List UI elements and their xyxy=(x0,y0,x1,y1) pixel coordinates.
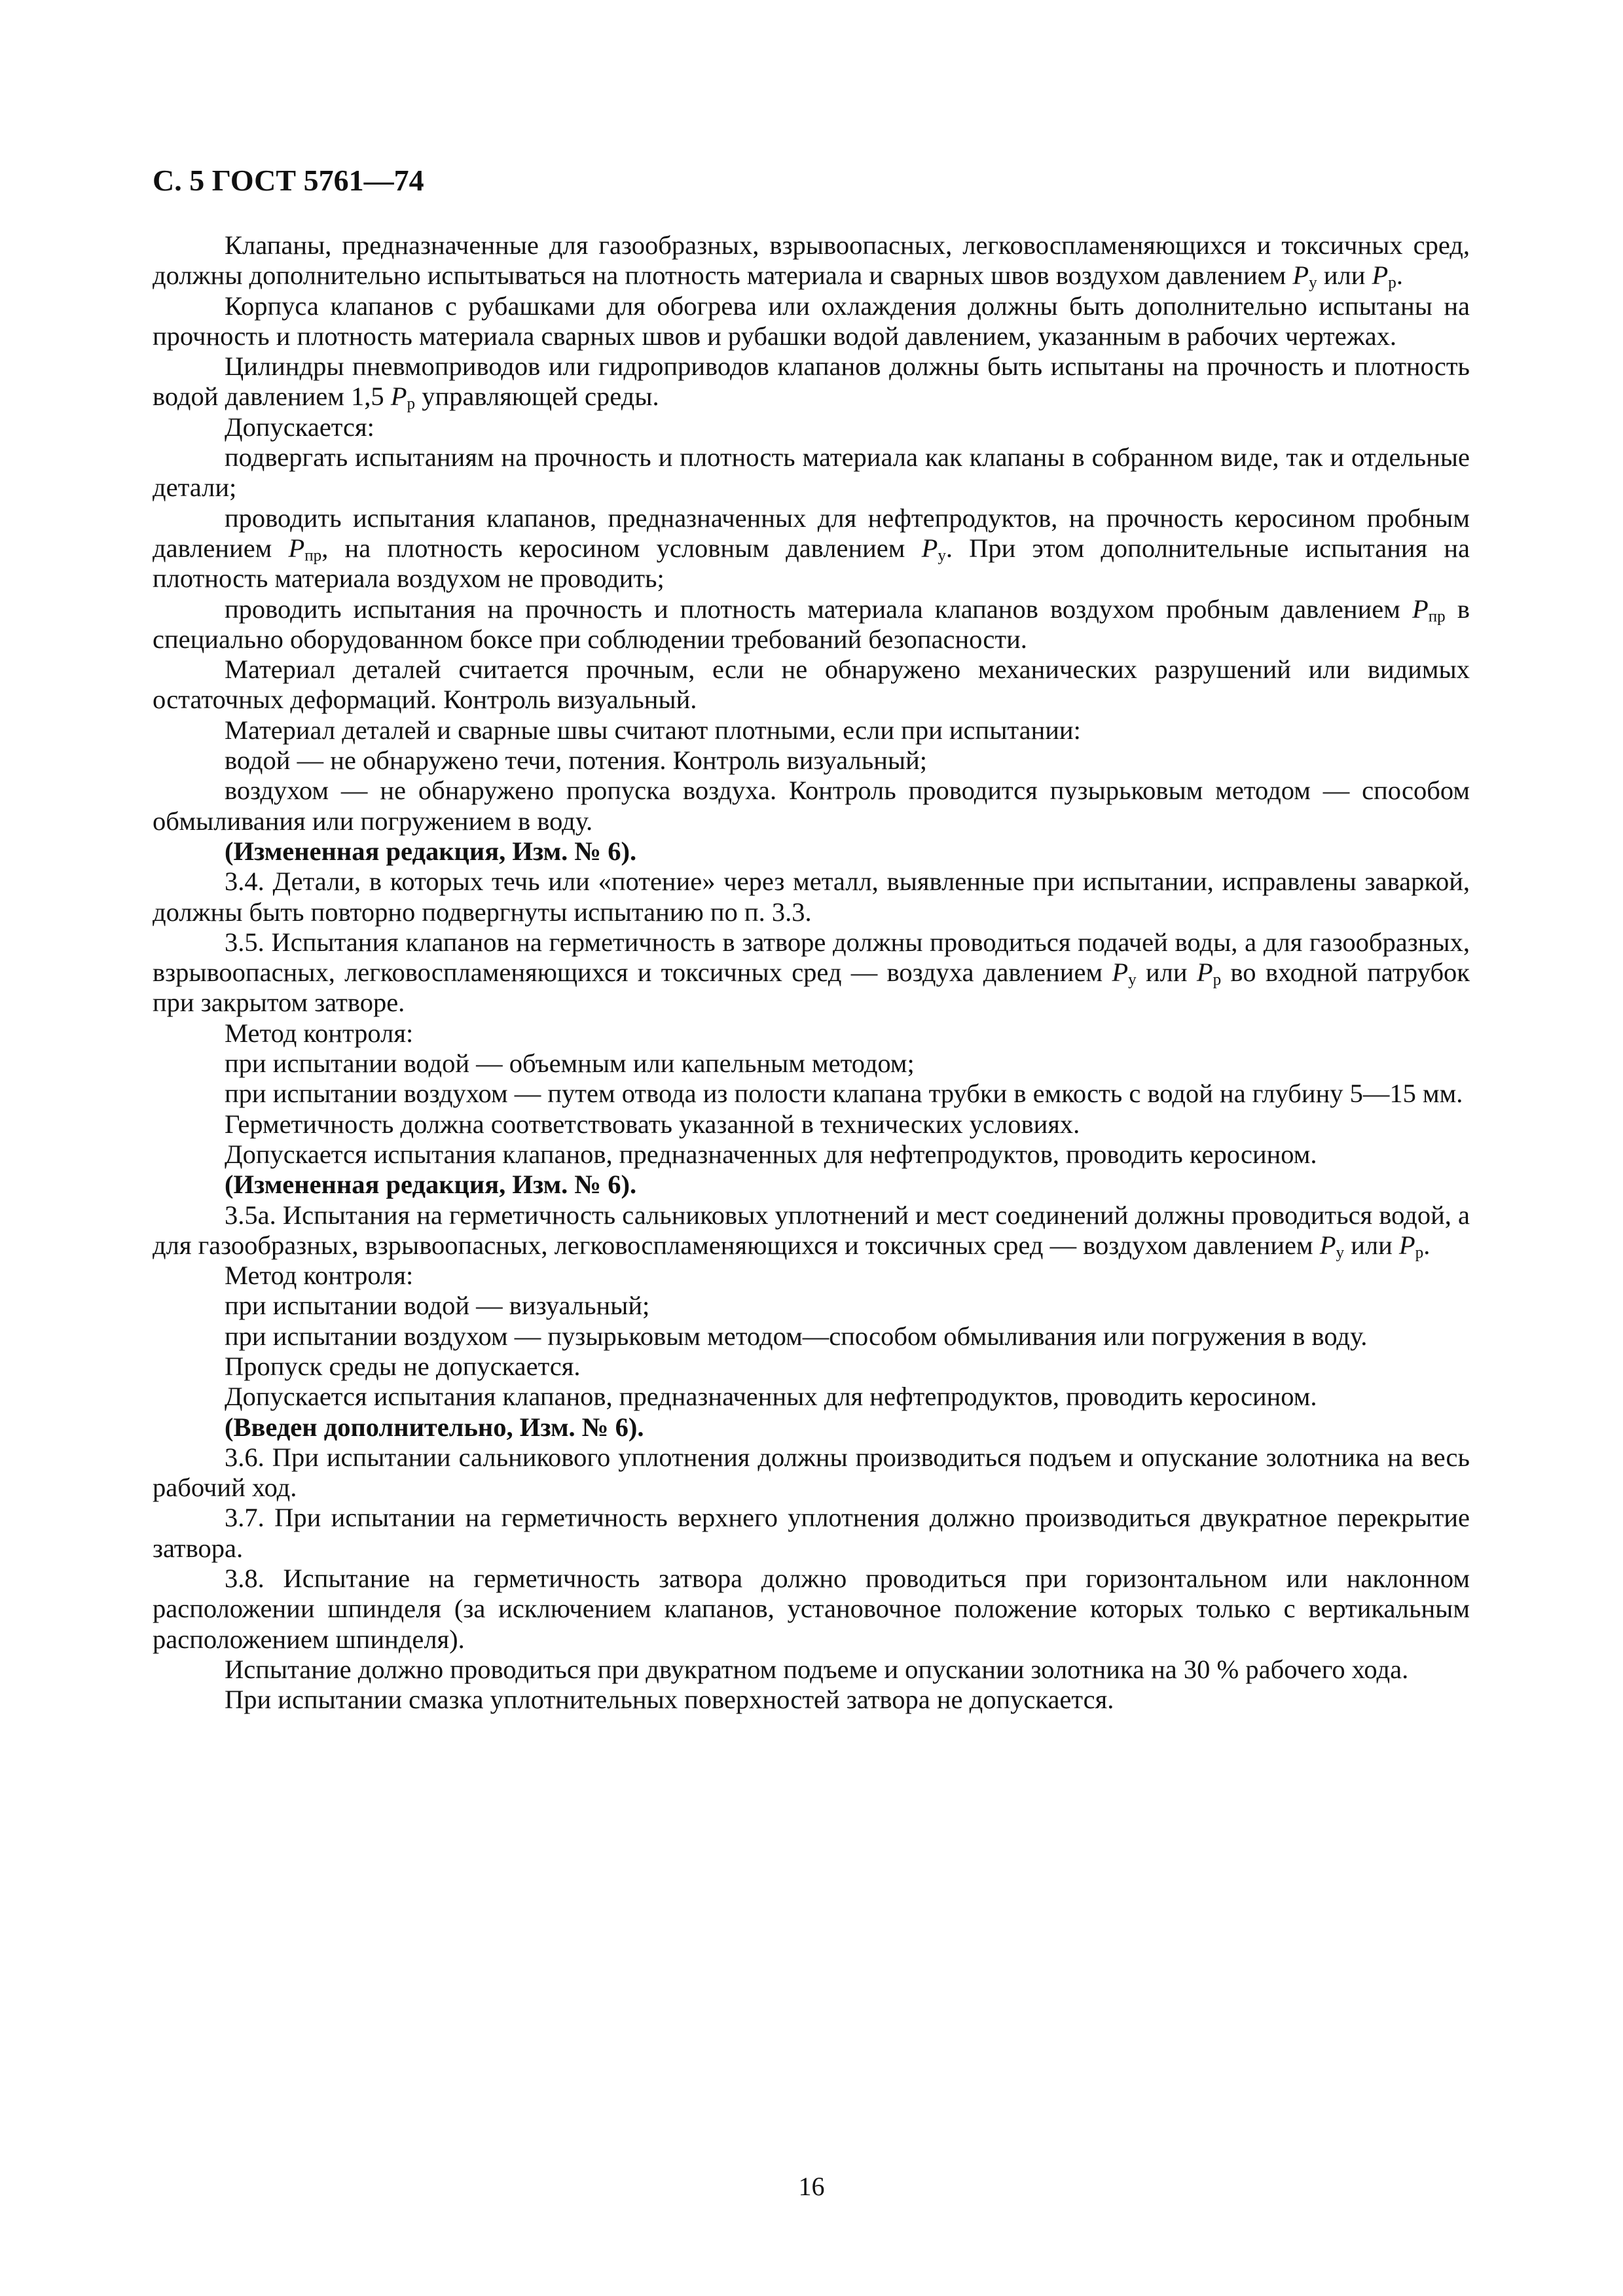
paragraph: Пропуск среды не допускается. xyxy=(225,1351,581,1381)
paragraph: Клапаны, предназначенные для газообразных, взрывоопасных, легковоспламеняющихся и токсичных сред, должны дополнительно испытываться на плотность материала и сварных швов воздухом давлением $P_у$ или $P_р$. xyxy=(153,230,1470,292)
paragraph: Материал деталей считается прочным, если не обнаружено механических разрушений или видимых остаточных деформаций. Контроль визуальный. xyxy=(153,655,1470,715)
paragraph: при испытании воздухом — путем отвода из полости клапана трубки в емкость с водой на глубину 5—15 мм. xyxy=(225,1079,1463,1109)
paragraph: 3.8. Испытание на герметичность затвора должно проводиться при горизонтальном или наклонном расположении шпинделя (за исключением клапанов, установочное положение которых только с вертикальным расположением шпинделя). xyxy=(153,1564,1470,1654)
document-body xyxy=(153,230,1470,1715)
paragraph: проводить испытания клапанов, предназначенных для нефтепродуктов, на прочность керосином пробным давлением $P_{пр}$, на плотность керосином условным давлением $P_у$. При этом дополнительные испытания на плотность материала воздухом не проводить; xyxy=(153,503,1470,594)
amendment-note: (Измененная редакция, Изм. № 6). xyxy=(225,1170,637,1200)
paragraph: водой — не обнаружено течи, потения. Контроль визуальный; xyxy=(225,745,928,776)
paragraph: Метод контроля: xyxy=(225,1018,414,1048)
paragraph: подвергать испытаниям на прочность и плотность материала как клапаны в собранном виде, так и отдельные детали; xyxy=(153,442,1470,503)
page-header: С. 5 ГОСТ 5761—74 xyxy=(153,164,424,197)
paragraph: При испытании смазка уплотнительных поверхностей затвора не допускается. xyxy=(225,1685,1114,1715)
paragraph: проводить испытания на прочность и плотность материала клапанов воздухом пробным давлением $P_{пр}$ в специально оборудованном боксе при соблюдении требований безопасности. xyxy=(153,594,1470,654)
amendment-note: (Измененная редакция, Изм. № 6). xyxy=(225,836,637,866)
paragraph: воздухом — не обнаружено пропуска воздуха. Контроль проводится пузырьковым методом — способом обмыливания или погружением в воду. xyxy=(153,776,1470,836)
paragraph: Допускается испытания клапанов, предназначенных для нефтепродуктов, проводить керосином. xyxy=(225,1139,1317,1169)
paragraph: Цилиндры пневмоприводов или гидроприводов клапанов должны быть испытаны на прочность и плотность водой давлением 1,5 $P_р$ управляющей среды. xyxy=(153,351,1470,413)
paragraph: Герметичность должна соответствовать указанной в технических условиях. xyxy=(225,1109,1080,1139)
amendment-note: (Введен дополнительно, Изм. № 6). xyxy=(225,1412,644,1442)
paragraph: 3.5а. Испытания на герметичность сальниковых уплотнений и мест соединений должны проводиться водой, а для газообразных, взрывоопасных, легковоспламеняющихся и токсичных сред — воздухом давлением $P_у$ или $P_р$. xyxy=(153,1200,1470,1262)
paragraph: при испытании водой — объемным или капельным методом; xyxy=(225,1049,915,1079)
paragraph: Допускается: xyxy=(225,412,374,442)
paragraph: при испытании водой — визуальный; xyxy=(225,1291,650,1321)
paragraph: Корпуса клапанов с рубашками для обогрева или охлаждения должны быть дополнительно испытаны на прочность и плотность материала сварных швов и рубашки водой давлением, указанным в рабочих чертежах. xyxy=(153,291,1470,351)
paragraph: Метод контроля: xyxy=(225,1261,414,1291)
paragraph: 3.7. При испытании на герметичность верхнего уплотнения должно производиться двукратное перекрытие затвора. xyxy=(153,1503,1470,1563)
paragraph: 3.5. Испытания клапанов на герметичность в затворе должны проводиться подачей воды, а для газообразных, взрывоопасных, легковоспламеняющихся и токсичных сред — воздуха давлением $P_у$ или $P_р$ во входной патрубок при закрытом затворе. xyxy=(153,927,1470,1018)
paragraph: Испытание должно проводиться при двукратном подъеме и опускании золотника на 30 % рабочего хода. xyxy=(225,1654,1409,1684)
page-number: 16 xyxy=(798,2172,825,2201)
paragraph: 3.6. При испытании сальникового уплотнения должны производиться подъем и опускание золотника на весь рабочий ход. xyxy=(153,1442,1470,1503)
paragraph: при испытании воздухом — пузырьковым методом—способом обмыливания или погружения в воду. xyxy=(225,1321,1368,1351)
paragraph: 3.4. Детали, в которых течь или «потение» через металл, выявленные при испытании, исправлены заваркой, должны быть повторно подвергнуты испытанию по п. 3.3. xyxy=(153,867,1470,927)
paragraph: Допускается испытания клапанов, предназначенных для нефтепродуктов, проводить керосином. xyxy=(225,1382,1317,1412)
paragraph: Материал деталей и сварные швы считают плотными, если при испытании: xyxy=(225,715,1081,745)
